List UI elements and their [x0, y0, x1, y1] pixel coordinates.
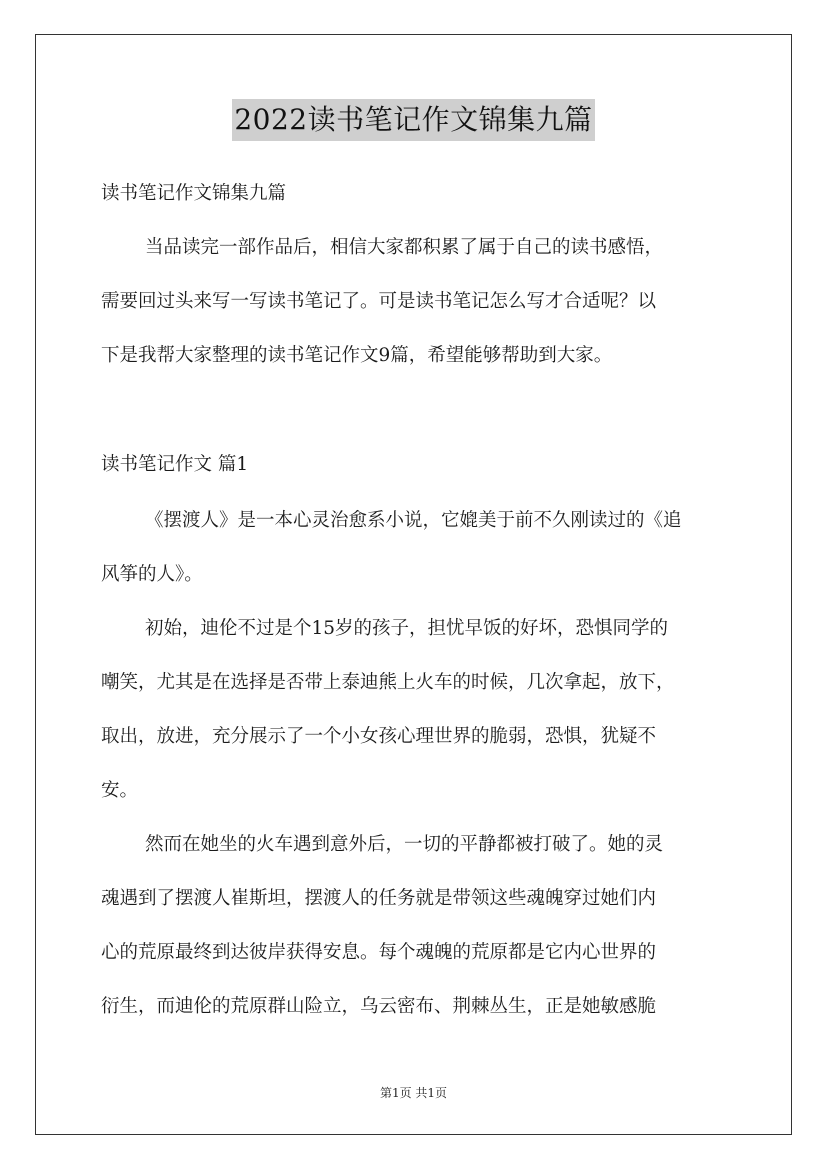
paragraph-line: 然而在她坐的火车遇到意外后，一切的平静都被打破了。她的灵: [145, 834, 664, 855]
document-subtitle: 读书笔记作文锦集九篇: [101, 183, 287, 204]
document-title: 2022读书笔记作文锦集九篇: [232, 99, 594, 141]
paragraph-line: 风筝的人》。: [101, 564, 203, 585]
paragraph-line: 魂遇到了摆渡人崔斯坦，摆渡人的任务就是带领这些魂魄穿过她们内: [101, 888, 657, 909]
paragraph-line: 取出，放进，充分展示了一个小女孩心理世界的脆弱，恐惧，犹疑不: [101, 726, 657, 747]
page-number-footer: 第1页 共1页: [379, 1086, 448, 1100]
intro-line: 下是我帮大家整理的读书笔记作文9篇，希望能够帮助到大家。: [101, 345, 613, 366]
paragraph-line: 安。: [101, 780, 139, 801]
intro-line: 需要回过头来写一写读书笔记了。可是读书笔记怎么写才合适呢？以: [101, 291, 657, 312]
paragraph-line: 初始，迪伦不过是个15岁的孩子，担忧早饭的好坏，恐惧同学的: [145, 618, 669, 639]
paragraph-line: 嘲笑，尤其是在选择是否带上泰迪熊上火车的时候，几次拿起，放下，: [101, 672, 675, 693]
section-heading: 读书笔记作文 篇1: [101, 454, 249, 475]
paragraph-line: 心的荒原最终到达彼岸获得安息。每个魂魄的荒原都是它内心世界的: [101, 942, 657, 963]
paragraph-line: 衍生，而迪伦的荒原群山险立，乌云密布、荆棘丛生，正是她敏感脆: [101, 996, 657, 1017]
title-container: [0, 99, 827, 141]
intro-line: 当品读完一部作品后，相信大家都积累了属于自己的读书感悟，: [145, 237, 664, 258]
paragraph-line: 《摆渡人》是一本心灵治愈系小说，它媲美于前不久刚读过的《追: [145, 510, 682, 531]
